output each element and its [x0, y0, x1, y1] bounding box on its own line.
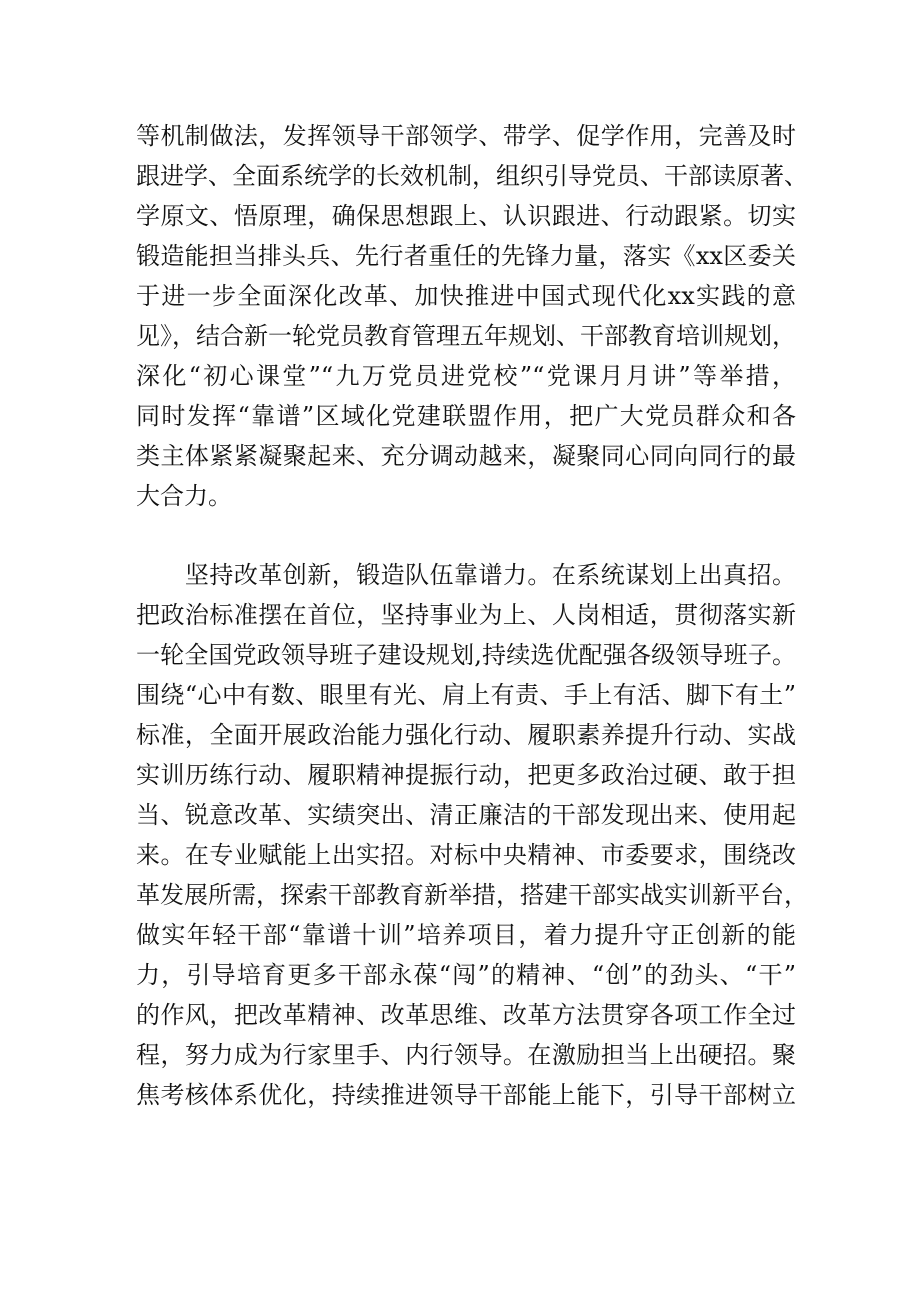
text-line: 的作风，把改革精神、改革思维、改革方法贯穿各项工作全过 [136, 1001, 796, 1029]
text-line: 一轮全国党政领导班子建设规划,持续选优配强各级领导班子。 [136, 641, 796, 669]
text-line: 焦考核体系优化，持续推进领导干部能上能下，引导干部树立 [136, 1081, 796, 1109]
text-line: 围绕“心中有数、眼里有光、肩上有责、手上有活、脚下有土” [136, 681, 796, 709]
text-line: 坚持改革创新，锻造队伍靠谱力。在系统谋划上出真招。 [136, 561, 796, 589]
text-line: 把政治标准摆在首位，坚持事业为上、人岗相适，贯彻落实新 [136, 601, 796, 629]
text-line: 力，引导培育更多干部永葆“闯”的精神、“创”的劲头、“干” [136, 961, 796, 989]
text-line: 实训历练行动、履职精神提振行动，把更多政治过硬、敢于担 [136, 761, 796, 789]
text-line: 来。在专业赋能上出实招。对标中央精神、市委要求，围绕改 [136, 841, 796, 869]
text-line: 大合力。 [136, 482, 232, 510]
text-line: 跟进学、全面系统学的长效机制，组织引导党员、干部读原著、 [136, 162, 808, 190]
text-line: 程，努力成为行家里手、内行领导。在激励担当上出硬招。聚 [136, 1041, 796, 1069]
paragraph-2 [136, 555, 808, 1115]
text-line: 革发展所需，探索干部教育新举措，搭建干部实战实训新平台， [136, 881, 808, 909]
text-line: 于进一步全面深化改革、加快推进中国式现代化xx实践的意 [136, 282, 796, 310]
text-line: 等机制做法，发挥领导干部领学、带学、促学作用，完善及时 [136, 122, 796, 150]
text-line: 标准，全面开展政治能力强化行动、履职素养提升行动、实战 [136, 721, 796, 749]
text-line: 锻造能担当排头兵、先行者重任的先锋力量，落实《xx区委关 [136, 242, 796, 270]
text-line: 深化“初心课堂”“九万党员进党校”“党课月月讲”等举措， [136, 362, 796, 390]
text-line: 当、锐意改革、实绩突出、清正廉洁的干部发现出来、使用起 [136, 801, 796, 829]
text-line: 见》，结合新一轮党员教育管理五年规划、干部教育培训规划， [136, 322, 796, 350]
paragraph-1 [136, 116, 808, 516]
text-line: 类主体紧紧凝聚起来、充分调动越来，凝聚同心同向同行的最 [136, 442, 796, 470]
text-line: 做实年轻干部“靠谱十训”培养项目，着力提升守正创新的能 [136, 921, 796, 949]
text-line: 同时发挥“靠谱”区域化党建联盟作用，把广大党员群众和各 [136, 402, 796, 430]
text-line: 学原文、悟原理，确保思想跟上、认识跟进、行动跟紧。切实 [136, 202, 796, 230]
